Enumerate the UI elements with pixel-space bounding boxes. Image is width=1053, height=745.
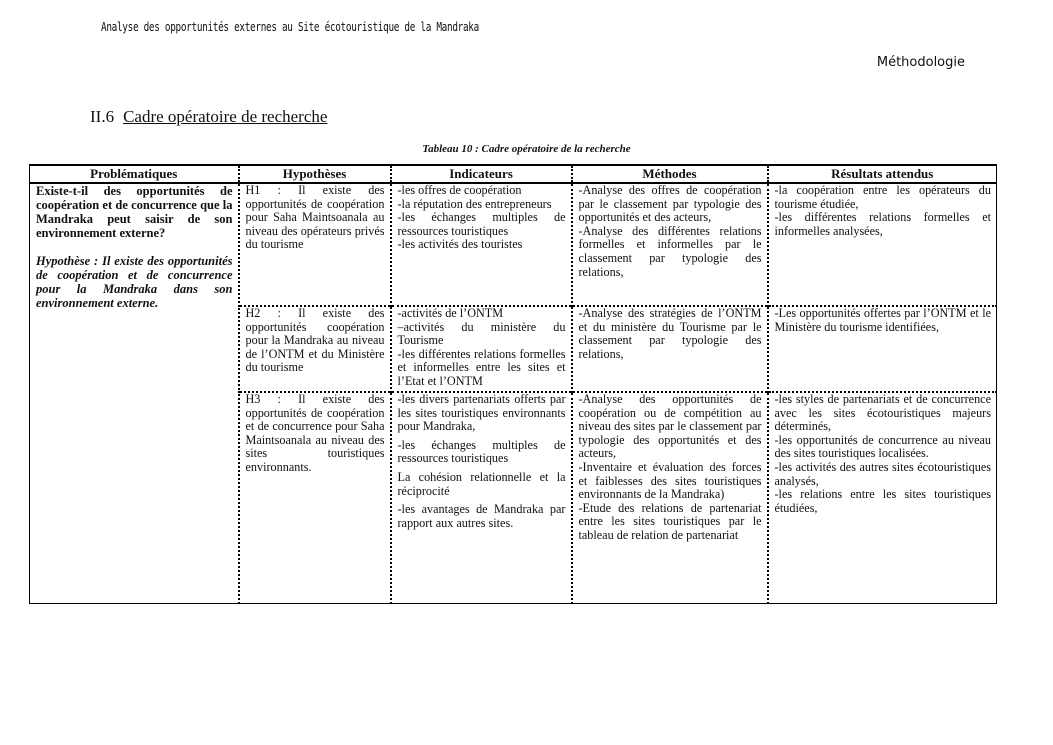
section-heading <box>90 107 327 127</box>
list-item: -les différentes relations formelles et informelles entre les sites et l’Etat et l’ONTM <box>397 346 566 388</box>
table-caption: Tableau 10 : Cadre opératoire de la recherche <box>422 143 631 155</box>
table-row <box>30 183 997 306</box>
resultats-cell <box>768 183 997 306</box>
methodes-cell <box>572 392 768 604</box>
list-item: -les activités des autres sites écotouristiques analysés, <box>774 459 991 488</box>
indicateurs-cell <box>391 306 572 392</box>
methodes-cell <box>572 183 768 306</box>
list-item: -les relations entre les sites touristiques étudiées, <box>774 487 991 515</box>
list-item: -les styles de partenariats et de concurrence avec les sites écotouristiques majeurs déterminés, <box>774 392 991 434</box>
methodes-cell <box>572 306 768 392</box>
list-item: -les divers partenariats offerts par les sites touristiques environnants pour Mandraka, <box>397 392 566 434</box>
list-item: -Analyse des différentes relations formelles et informelles par le classement par typologie des relations, <box>578 223 762 279</box>
list-item: -Inventaire et évaluation des forces et faiblesses des sites touristiques environnants de la Mandraka) <box>578 459 762 502</box>
list-item: -la réputation des entrepreneurs <box>397 196 552 211</box>
list-item: -les différentes relations formelles et informelles analysées, <box>774 210 991 238</box>
list-item: -Analyse des opportunités de coopération ou de compétition au niveau des sites par le classement par typologie des opportunités et des acteurs, <box>578 392 762 461</box>
table-header-row <box>30 165 997 183</box>
list-item: -la coopération entre les opérateurs du tourisme étudiée, <box>774 183 991 211</box>
section-title: Cadre opératoire de recherche <box>123 107 328 126</box>
header-problematiques: Problématiques <box>30 165 239 183</box>
list-item: -activités de l’ONTM <box>397 306 504 320</box>
main-hypothesis: Hypothèse : Il existe des opportunités de coopération et de concurrence pour la Mandraka dans son environnement externe. <box>36 254 233 310</box>
indicateurs-cell <box>391 183 572 306</box>
list-item: -les avantages de Mandraka par rapport aux autres sites. <box>397 502 566 530</box>
chapter-label: Méthodologie <box>876 55 965 70</box>
list-item: La cohésion relationnelle et la réciprocité <box>397 469 566 498</box>
hypothese-cell: H2 : Il existe des opportunités coopération pour la Mandraka au niveau de l’ONTM et du Ministère du tourisme <box>239 306 391 392</box>
list-item: -les échanges multiples de ressources touristiques <box>397 437 566 466</box>
running-header: Analyse des opportunités externes au Site écotouristique de la Mandraka <box>101 20 479 34</box>
header-hypotheses: Hypothèses <box>239 165 391 183</box>
list-item: -les offres de coopération <box>397 183 522 197</box>
header-resultats: Résultats attendus <box>768 165 997 183</box>
list-item: -les activités des touristes <box>397 237 523 252</box>
indicateurs-cell <box>391 392 572 604</box>
resultats-cell <box>768 392 997 604</box>
header-methodes: Méthodes <box>572 165 768 183</box>
list-item: -Analyse des offres de coopération par le classement par typologie des opportunités et des acteurs, <box>578 183 762 225</box>
list-item: -les échanges multiples de ressources touristiques <box>397 210 566 238</box>
list-item: -Les opportunités offertes par l’ONTM et le Ministère du tourisme identifiées, <box>774 306 991 334</box>
list-item: -les opportunités de concurrence au niveau des sites touristiques localisées. <box>774 432 991 461</box>
list-item: -Etude des relations de partenariat entre les sites touristiques par le tableau de relation de partenariat <box>578 500 762 542</box>
research-framework-table <box>29 164 997 604</box>
list-item: –activités du ministère du Tourisme <box>397 319 566 348</box>
section-number: II.6 <box>90 107 115 126</box>
hypothese-cell: H1 : Il existe des opportunités de coopération pour Saha Maintsoanala au niveau des opérateurs privés du tourisme <box>239 183 391 306</box>
research-question: Existe-t-il des opportunités de coopération et de concurrence que la Mandraka peut saisir de son environnement externe? <box>36 184 233 240</box>
header-indicateurs: Indicateurs <box>391 165 572 183</box>
hypothese-cell: H3 : Il existe des opportunités de coopération et de concurrence pour Saha Maintsoanala au niveau des sites touristiques environnants. <box>239 392 391 604</box>
resultats-cell <box>768 306 997 392</box>
problematique-cell <box>30 183 239 604</box>
list-item: -Analyse des stratégies de l’ONTM et du ministère du Tourisme par le classement par typologie des relations, <box>578 306 762 361</box>
